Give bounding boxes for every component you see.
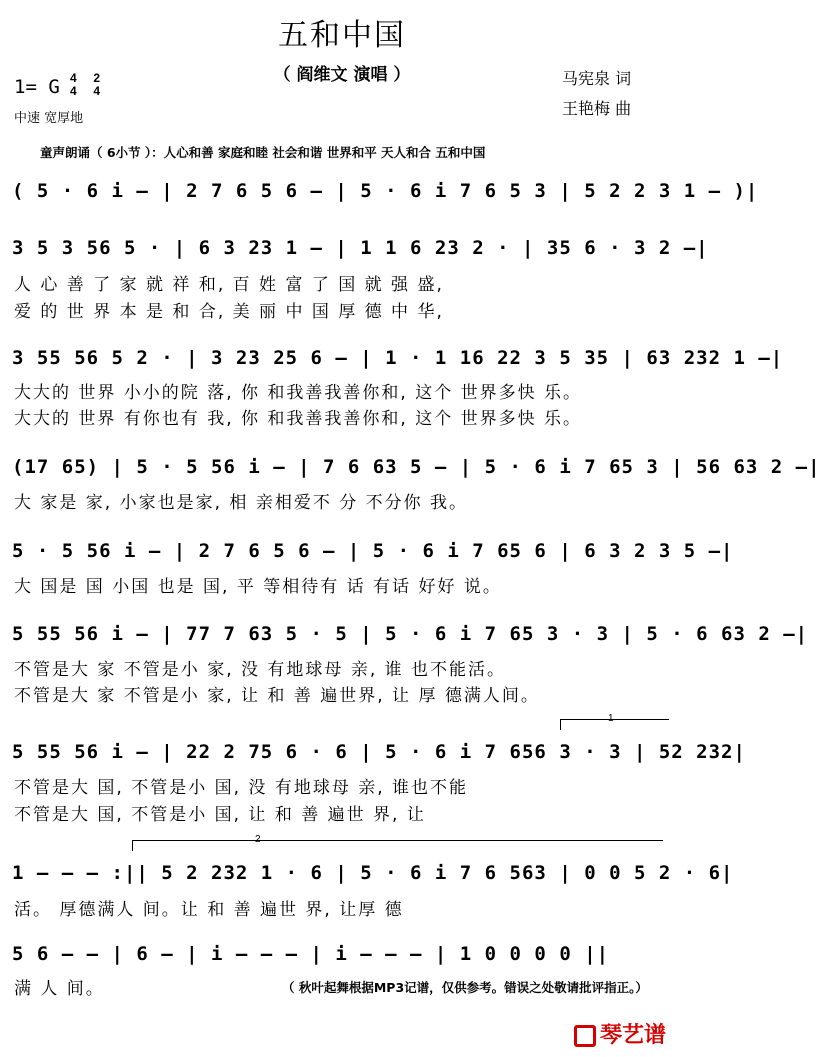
composer-credit: 王艳梅 曲 bbox=[562, 99, 632, 118]
lyric-line: 人 心 善 了 家 就 祥 和, 百 姓 富 了 国 就 强 盛, bbox=[14, 275, 444, 295]
song-title: 五和中国 bbox=[278, 18, 406, 53]
logo-text: 琴艺谱 bbox=[599, 1023, 666, 1048]
time-sig-1: 4 4 bbox=[69, 71, 77, 98]
key-signature: 1= G bbox=[14, 76, 60, 98]
notation-row: 3 5 3 56 5 · | 6 3 23 1 – | 1 1 6 23 2 · | 35 6 · 3 2 –| bbox=[12, 237, 709, 259]
lyric-line: 不管是大 家 不管是小 家, 没 有地球母 亲, 谁 也不能活。 bbox=[14, 660, 507, 680]
volta-bracket-2 bbox=[132, 840, 663, 851]
lyric-line: 大大的 世界 小小的院 落, 你 和我善我善你和, 这个 世界多快 乐。 bbox=[14, 383, 583, 403]
lyric-line: 爱 的 世 界 本 是 和 合, 美 丽 中 国 厚 德 中 华, bbox=[14, 302, 444, 322]
lyric-line: 满 人 间。 bbox=[14, 979, 105, 999]
volta-number-2: 2 bbox=[255, 834, 261, 845]
notation-row: ( 5 · 6 i – | 2 7 6 5 6 – | 5 · 6 i 7 6 5 3 | 5 2 2 3 1 – )| bbox=[12, 180, 759, 202]
time-signature bbox=[62, 72, 108, 98]
lyricist-credit: 马宪泉 词 bbox=[562, 69, 632, 88]
lyric-line: 大 家是 家, 小家也是家, 相 亲相爱不 分 不分你 我。 bbox=[14, 493, 469, 513]
logo-icon bbox=[574, 1025, 596, 1047]
lyric-line: 活。 厚德满人 间。让 和 善 遍世 界, 让厚 德 bbox=[14, 900, 404, 920]
lyric-line: 大大的 世界 有你也有 我, 你 和我善我善你和, 这个 世界多快 乐。 bbox=[14, 409, 583, 429]
lyric-line: 不管是大 国, 不管是小 国, 让 和 善 遍世 界, 让 bbox=[14, 805, 426, 825]
notation-row: (17 65) | 5 · 5 56 i – | 7 6 63 5 – | 5 · 6 i 7 65 3 | 56 63 2 –| bbox=[12, 456, 821, 478]
lyric-line: 不管是大 家 不管是小 家, 让 和 善 遍世界, 让 厚 德满人间。 bbox=[14, 686, 540, 706]
notation-row: 5 55 56 i – | 22 2 75 6 · 6 | 5 · 6 i 7 656 3 · 3 | 52 232| bbox=[12, 741, 746, 763]
footnote: （ 秋叶起舞根据MP3记谱，仅供参考。错误之处敬请批评指正。） bbox=[282, 980, 648, 995]
notation-row: 5 55 56 i – | 77 7 63 5 · 5 | 5 · 6 i 7 65 3 · 3 | 5 · 6 63 2 –| bbox=[12, 623, 809, 645]
site-logo bbox=[574, 1018, 666, 1049]
volta-bracket-1 bbox=[560, 719, 669, 730]
notation-row: 5 6 – – | 6 – | i – – – | i – – – | 1 0 0 0 0 || bbox=[12, 943, 610, 965]
lyric-line: 不管是大 国, 不管是小 国, 没 有地球母 亲, 谁也不能 bbox=[14, 778, 469, 798]
notation-row: 5 · 5 56 i – | 2 7 6 5 6 – | 5 · 6 i 7 65 6 | 6 3 2 3 5 –| bbox=[12, 540, 734, 562]
lyric-line: 大 国是 国 小国 也是 国, 平 等相待有 话 有话 好好 说。 bbox=[14, 577, 502, 597]
notation-row: 1 – – – :|| 5 2 232 1 · 6 | 5 · 6 i 7 6 563 | 0 0 5 2 · 6| bbox=[12, 862, 734, 884]
time-sig-2: 2 4 bbox=[93, 71, 101, 98]
volta-number-1: 1 bbox=[608, 713, 614, 724]
notation-row: 3 55 56 5 2 · | 3 23 25 6 – | 1 · 1 16 22 3 5 35 | 63 232 1 –| bbox=[12, 347, 784, 369]
tempo-marking: 中速 宽厚地 bbox=[14, 111, 84, 126]
intro-recitation: 童声朗诵（ 6小节 ）：人心和善 家庭和睦 社会和谐 世界和平 天人和合 五和中国 bbox=[40, 145, 486, 160]
singer-line: （ 阎维文 演唱 ） bbox=[273, 65, 411, 85]
